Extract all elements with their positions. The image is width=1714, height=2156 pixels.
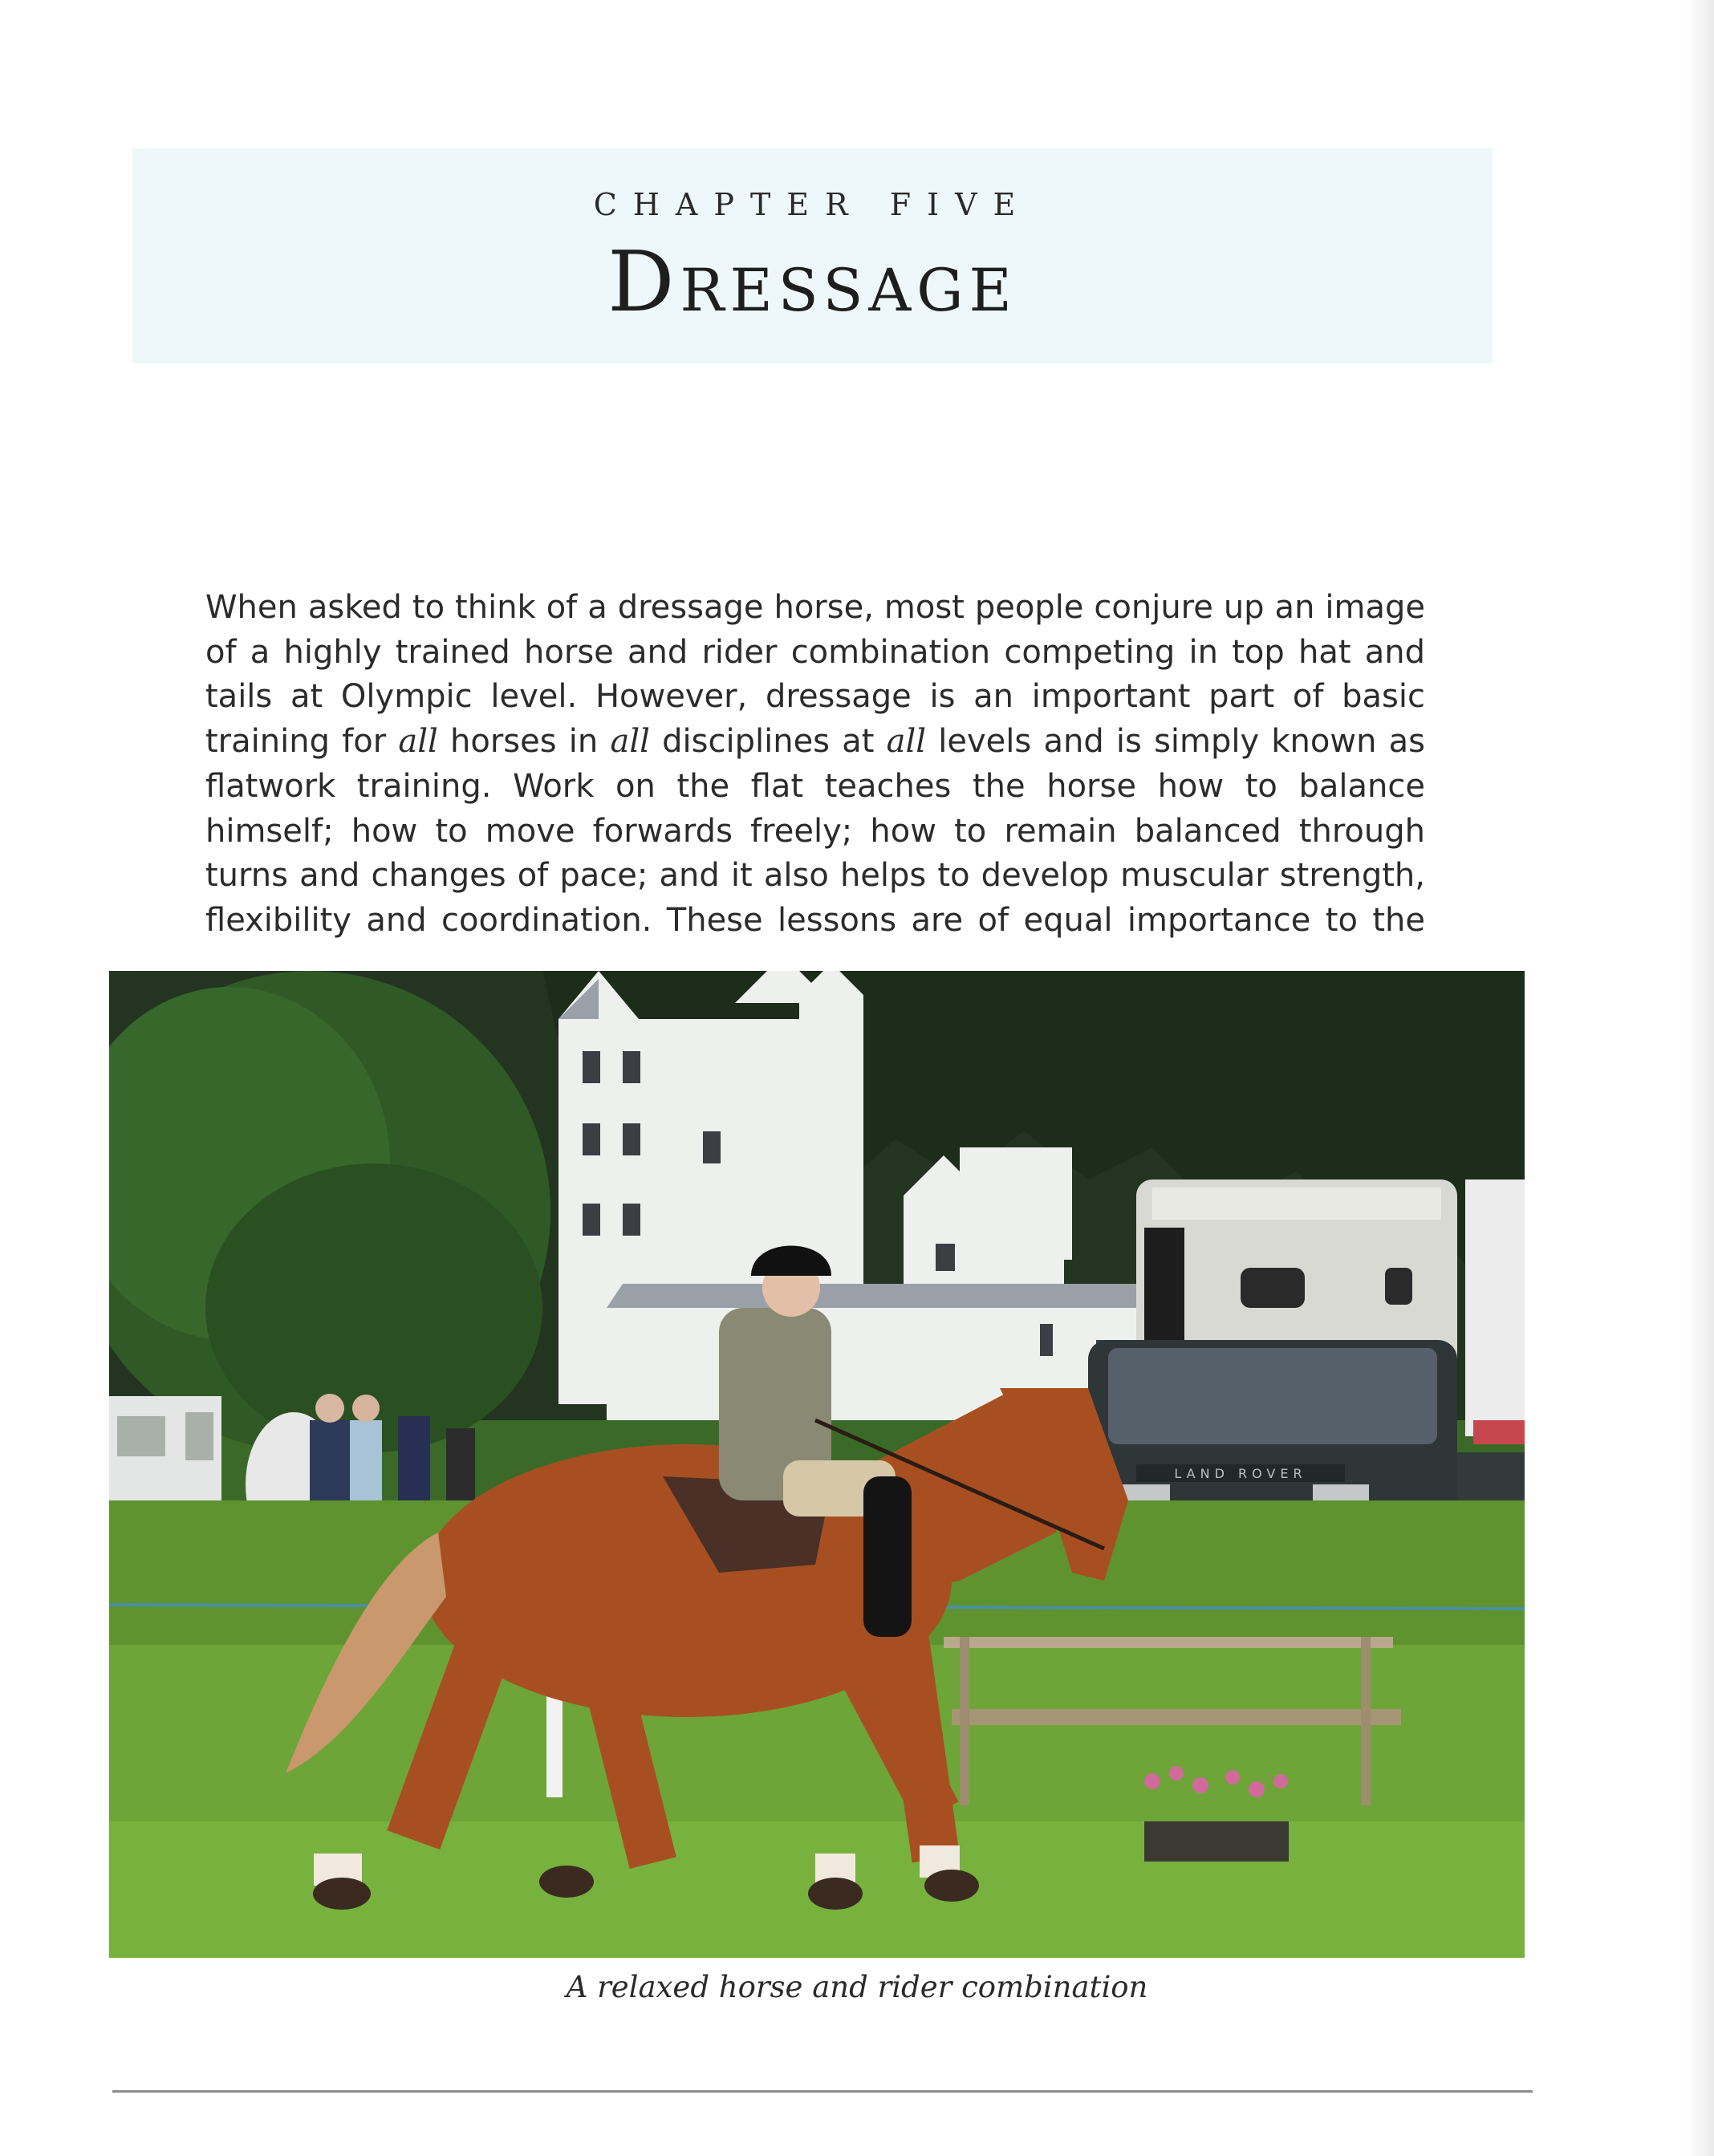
body-text-run: levels and is simply known as (926, 723, 1426, 761)
chapter-title: Dressage (607, 233, 1017, 331)
emphasis-all: all (398, 723, 438, 761)
chapter-header (132, 148, 1493, 363)
page-edge-shadow (1685, 0, 1714, 2156)
body-line (205, 854, 1425, 899)
body-line (205, 586, 1425, 631)
body-line (205, 631, 1425, 676)
body-text-run: horses in (437, 723, 611, 761)
body-text-run: training for (205, 723, 399, 761)
chapter-label: CHAPTER FIVE (593, 187, 1032, 222)
emphasis-all: all (886, 723, 927, 761)
body-paragraph (205, 586, 1425, 944)
photo-caption: A relaxed horse and rider combination (566, 1970, 1148, 2004)
body-text-run: himself; how to move forwards freely; how to remain balanced through (205, 812, 1425, 850)
vehicle-badge: LAND ROVER (1174, 1466, 1307, 1481)
body-text-run: When asked to think of a dressage horse, most people conjure up an image (205, 589, 1425, 626)
body-line (205, 765, 1425, 810)
body-text-run: turns and changes of pace; and it also helps to develop muscular strength, (205, 857, 1425, 895)
body-text-run: disciplines at (649, 723, 887, 761)
photo-horse-and-rider (109, 971, 1525, 1958)
body-text-run: flatwork training. Work on the flat teaches the horse how to balance (205, 767, 1425, 805)
body-line (205, 720, 1425, 765)
body-text-run: flexibility and coordination. These lessons are of equal importance to the (205, 901, 1425, 939)
body-text-run: tails at Olympic level. However, dressage is an important part of basic (205, 678, 1425, 716)
body-line (205, 675, 1425, 720)
footer-rule (112, 2090, 1533, 2093)
body-line (205, 810, 1425, 855)
body-line (205, 899, 1425, 944)
body-text-run: of a highly trained horse and rider combination competing in top hat and (205, 633, 1425, 671)
emphasis-all: all (610, 723, 650, 761)
